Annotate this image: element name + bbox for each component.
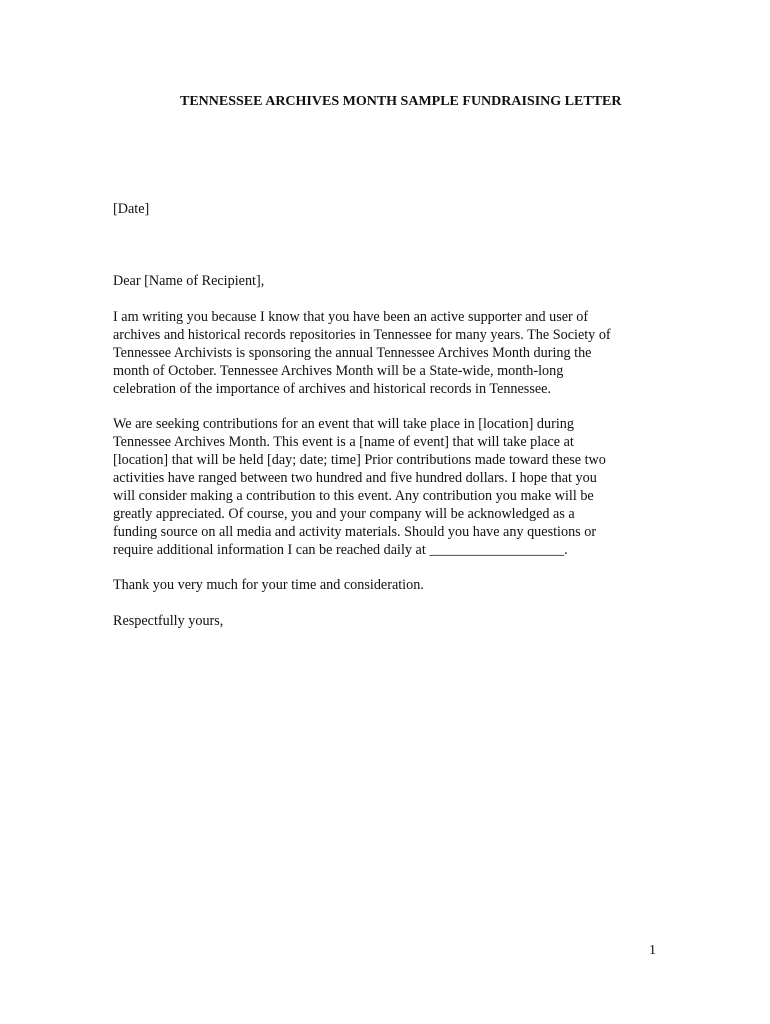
closing-line: Respectfully yours, <box>113 613 224 629</box>
paragraph-line: We are seeking contributions for an event that will take place in [location] during <box>113 416 574 432</box>
thanks-line: Thank you very much for your time and consideration. <box>113 577 424 593</box>
paragraph-line: funding source on all media and activity materials. Should you have any questions or <box>113 524 597 540</box>
paragraph-line: will consider making a contribution to this event. Any contribution you make will be <box>113 488 594 504</box>
paragraph-line: celebration of the importance of archives and historical records in Tennessee. <box>113 381 551 397</box>
paragraph-line: activities have ranged between two hundred and five hundred dollars. I hope that you <box>113 470 597 486</box>
paragraph-line: require additional information I can be reached daily at ___________________. <box>113 542 568 558</box>
paragraph-line: I am writing you because I know that you have been an active supporter and user of <box>113 309 589 325</box>
paragraph-line: archives and historical records repositories in Tennessee for many years. The Society of <box>113 327 611 343</box>
paragraph-line: Tennessee Archivists is sponsoring the annual Tennessee Archives Month during the <box>113 345 592 361</box>
paragraph-line: month of October. Tennessee Archives Month will be a State-wide, month-long <box>113 363 564 379</box>
page-number: 1 <box>649 943 656 958</box>
paragraph-line: Tennessee Archives Month. This event is a [name of event] that will take place at <box>113 434 574 450</box>
date-placeholder: [Date] <box>113 201 150 217</box>
paragraph-line: greatly appreciated. Of course, you and your company will be acknowledged as a <box>113 506 575 522</box>
letter-title: TENNESSEE ARCHIVES MONTH SAMPLE FUNDRAISING LETTER <box>180 94 622 109</box>
paragraph-request <box>113 415 673 559</box>
paragraph-intro <box>113 308 673 398</box>
salutation: Dear [Name of Recipient], <box>113 273 265 289</box>
paragraph-line: [location] that will be held [day; date; time] Prior contributions made toward these two <box>113 452 606 468</box>
